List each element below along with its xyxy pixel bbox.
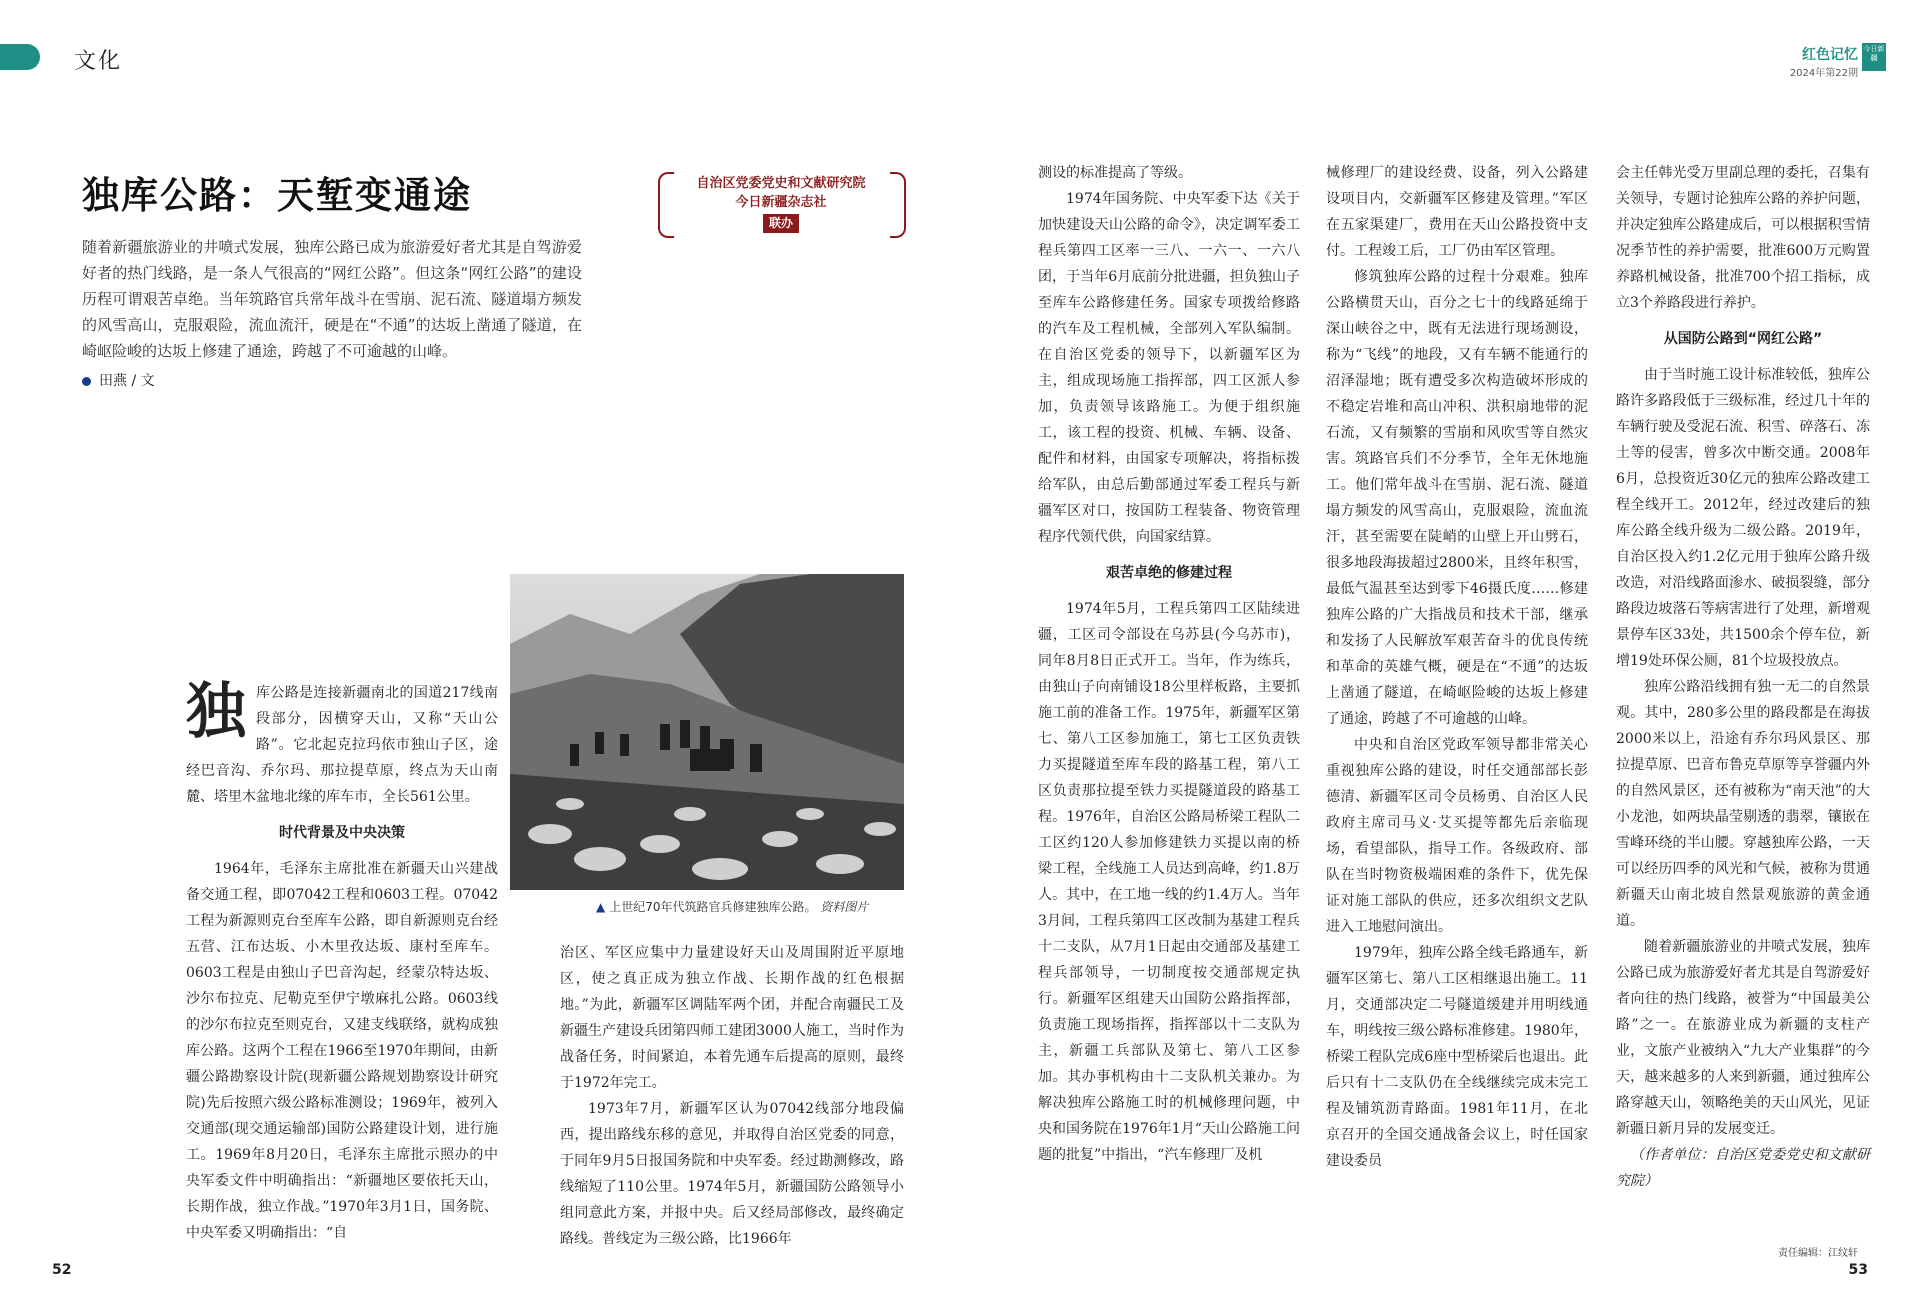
col5-paragraph-3: 独库公路沿线拥有独一无二的自然景观。其中，280多公里的路段都是在海拔2000米以上，沿途有乔尔玛风景区、那拉提草原、巴音布鲁克草原等享誉疆内外的自然风景区，还有被称为“南天池”的大小龙池，如两块晶莹剔透的翡翠，镶嵌在雪峰环绕的半山腰。穿越独库公路，一天可以经历四季的风光和气候，被称为贯通新疆天山南北坡自然景观旅游的黄金通道。	[1616, 679, 1870, 929]
col4-paragraph-1: 械修理厂的建设经费、设备，列入公路建设项目内，交新疆军区修建及管理。”军区在五家渠建厂，费用在天山公路投资中支付。工程竣工后，工厂仍由军区管理。	[1326, 165, 1588, 259]
brand-block	[1790, 44, 1858, 79]
col1-paragraph-2: 1964年，毛泽东主席批准在新疆天山兴建战备交通工程，即07042工程和0603工程。07042工程为新源则克台至库车公路，即自新源则克台经五营、江布达坂、小木里孜达坂、康村至库车。0603工程是由独山子巴音沟起，经蒙尕特达坂、沙尔布拉克、尼勒克至伊宁墩麻扎公路。0603线的沙尔布拉克至则克台，又建支线联络，就构成独库公路。这两个工程在1966至1970年期间，由新疆公路勘察设计院(现新疆公路规划勘察设计研究院)先后按照六级公路标准测设；1969年，被列入交通部(现交通运输部)国防公路建设计划，进行施工。1969年8月20日，毛泽东主席批示照办的中央军委文件中明确指出：“新疆地区要依托天山，长期作战，独立作战。”1970年3月1日，国务院、中央军委又明确指出：“自	[186, 861, 498, 1241]
article-title: 独库公路：天堑变通途	[82, 174, 472, 217]
col2-paragraph-2: 1973年7月，新疆军区认为07042线部分地段偏西，提出路线东移的意见，并取得自治区党委的同意，于同年9月5日报国务院和中央军委。经过勘测修改，路线缩短了110公里。1974年5月，新疆国防公路领导小组同意此方案，并报中央。后又经局部修改，最终确定路线。普线定为三级公路，比1966年	[560, 1101, 904, 1247]
issue-label: 2024年第22期	[1789, 68, 1858, 79]
page-number-left: 52	[52, 1262, 72, 1278]
col1-paragraph-1	[186, 677, 498, 810]
photo-illustration	[510, 574, 904, 890]
photo-credit: 资料图片	[820, 900, 869, 914]
caption-triangle-icon: ▲	[596, 900, 606, 914]
author-affiliation: （作者单位：自治区党委党史和文献研究院）	[1616, 1147, 1870, 1189]
subheading-2: 艰苦卓绝的修建过程	[1106, 565, 1232, 581]
byline-dot-icon	[82, 377, 91, 386]
col3-paragraph-2: 1974年国务院、中央军委下达《关于加快建设天山公路的命令》，决定调军委工程兵第四工区率一三八、一六一、一六八团，于当年6月底前分批进疆，担负独山子至库车公路修建任务。国家专项拨给修路的汽车及工程机械，全部列入军队编制。在自治区党委的领导下，以新疆军区为主，组成现场施工指挥部，四工区派人参加，负责领导该路施工。为便于组织施工，该工程的投资、机械、车辆、设备、配件和材料，由国家专项解决，将指标拨给军队，由总后勤部通过军委工程兵与新疆军区对口，按国防工程装备、物资管理程序代领代供，向国家结算。	[1038, 191, 1300, 545]
section-label: 文化	[74, 49, 123, 74]
org-box	[672, 174, 890, 233]
col3-paragraph-1: 测设的标准提高了等级。	[1038, 165, 1192, 181]
caption-text: 上世纪70年代筑路官兵修建独库公路。	[609, 900, 817, 914]
magazine-logo-text: 今日新疆	[1863, 45, 1885, 62]
article-lead: 随着新疆旅游业的井喷式发展，独库公路已成为旅游爱好者尤其是自驾游爱好者的热门线路，是一条人气很高的“网红公路”。但这条“网红公路”的建设历程可谓艰苦卓绝。当年筑路官兵常年战斗在雪崩、泥石流、隧道塌方频发的风雪高山，克服艰险，流血流汗，硬是在“不通”的达坂上凿通了隧道，在崎岖险峻的达坂上修建了通途，跨越了不可逾越的山峰。	[82, 238, 582, 360]
article-photo	[510, 574, 904, 890]
subheading-3: 从国防公路到“网红公路”	[1663, 331, 1823, 347]
column-4	[1326, 160, 1588, 1174]
org-bracket-right	[890, 172, 906, 238]
col1-paragraph-1-text: 库公路是连接新疆南北的国道217线南段部分，因横穿天山，又称“天山公路”。它北起克拉玛依市独山子区，途经巴音沟、乔尔玛、那拉提草原，终点为天山南麓、塔里木盆地北缘的库车市，全长561公里。	[186, 685, 498, 805]
col3-paragraph-3: 1974年5月，工程兵第四工区陆续进疆，工区司令部设在乌苏县(今乌苏市)，同年8月8日正式开工。当年，作为练兵，由独山子向南铺设18公里样板路，主要抓施工前的准备工作。1975年，新疆军区第七、第八工区参加施工，第七工区负责铁力买提隧道至库车段的路基工程，第八工区负责那拉提至铁力买提隧道段的路基工程。1976年，自治区公路局桥梁工程队二工区约120人参加修建铁力买提以南的桥梁工程，全线施工人员达到高峰，约1.8万人。其中，在工地一线的约1.4万人。当年3月间，工程兵第四工区改制为基建工程兵十二支队，从7月1日起由交通部及基建工程兵部领导，一切制度按交通部规定执行。新疆军区组建天山国防公路指挥部，负责施工现场指挥，指挥部以十二支队为主，新疆工兵部队及第七、第八工区参加。其办事机构由十二支队机关兼办。为解决独库公路施工时的机械修理问题，中央和国务院在1976年1月“天山公路施工问题的批复”中指出，“汽车修理厂及机	[1038, 601, 1300, 1163]
org-line-1: 自治区党委党史和文献研究院	[696, 176, 866, 191]
org-line-2: 今日新疆杂志社	[735, 195, 827, 210]
byline-text: 田燕 / 文	[99, 373, 155, 389]
section-tab-marker	[0, 44, 40, 70]
org-tag: 联办	[763, 214, 799, 233]
col5-paragraph-2: 由于当时施工设计标准较低，独库公路许多路段低于三级标准，经过几十年的车辆行驶及受泥石流、积雪、碎落石、冻土等的侵害，曾多次中断交通。2008年6月，总投资近30亿元的独库公路改建工程全线开工。2012年，经过改建后的独库公路全线升级为二级公路。2019年，自治区投入约1.2亿元用于独库公路升级改造，对沿线路面渗水、破损裂缝，部分路段边坡落石等病害进行了处理，新增观景停车区33处，共1500余个停车位，新增19处环保公厕，81个垃圾投放点。	[1616, 367, 1870, 669]
photo-caption	[596, 898, 868, 915]
magazine-logo	[1862, 43, 1886, 71]
col5-paragraph-4: 随着新疆旅游业的井喷式发展，独库公路已成为旅游爱好者尤其是自驾游爱好者向往的热门线路，被誉为“中国最美公路”之一。在旅游业成为新疆的支柱产业，文旅产业被纳入“九大产业集群”的今天，越来越多的人来到新疆，通过独库公路穿越天山，领略绝美的天山风光，见证新疆日新月异的发展变迁。	[1616, 939, 1870, 1137]
col5-paragraph-1: 会主任韩光受万里副总理的委托，召集有关领导，专题讨论独库公路的养护问题，并决定独库公路建成后，可以根据积雪情况季节性的养护需要，批准600万元购置养路机械设备，批准700个招工指标，成立3个养路段进行养护。	[1616, 165, 1870, 311]
brand-title: 红色记忆	[1802, 47, 1858, 63]
col4-paragraph-3: 中央和自治区党政军领导都非常关心重视独库公路的建设，时任交通部部长彭德清、新疆军区司令员杨勇、自治区人民政府主席司马义·艾买提等都先后亲临现场，看望部队，指导工作。各级政府、部队在当时物资极端困难的条件下，优先保证对施工部队的供应，还多次组织文艺队进入工地慰问演出。	[1326, 737, 1588, 935]
responsible-editor: 责任编辑：江纹轩	[1778, 1248, 1858, 1259]
col4-paragraph-2: 修筑独库公路的过程十分艰难。独库公路横贯天山，百分之七十的线路延绵于深山峡谷之中，既有无法进行现场测设，称为“飞线”的地段，又有车辆不能通行的沼泽湿地；既有遭受多次构造破坏形成的不稳定岩堆和高山冲积、洪积扇地带的泥石流，又有频繁的雪崩和风吹雪等自然灾害。筑路官兵们不分季节，全年无休地施工。他们常年战斗在雪崩、泥石流、隧道塌方频发的风雪高山，克服艰险，流血流汗，甚至需要在陡峭的山壁上开山劈石，很多地段海拔超过2800米，且终年积雪，最低气温甚至达到零下46摄氏度……修建独库公路的广大指战员和技术干部，继承和发扬了人民解放军艰苦奋斗的优良传统和革命的英雄气概，硬是在“不通”的达坂上凿通了隧道，在崎岖险峻的达坂上修建了通途，跨越了不可逾越的山峰。	[1326, 269, 1588, 727]
column-1	[186, 677, 498, 1246]
column-2	[560, 940, 904, 1252]
drop-cap: 独	[186, 677, 246, 747]
byline	[82, 370, 155, 390]
column-3	[1038, 160, 1300, 1168]
subheading-1: 时代背景及中央决策	[279, 825, 405, 841]
column-5	[1616, 160, 1870, 1194]
col2-paragraph-1: 治区、军区应集中力量建设好天山及周围附近平原地区，使之真正成为独立作战、长期作战的红色根据地。”为此，新疆军区调陆军两个团，并配合南疆民工及新疆生产建设兵团第四师工建团3000人施工，当时作为战备任务，时间紧迫，本着先通车后提高的原则，最终于1972年完工。	[560, 945, 904, 1091]
col4-paragraph-4: 1979年，独库公路全线毛路通车，新疆军区第七、第八工区相继退出施工。11月，交通部决定二号隧道缓建并用明线通车，明线按三级公路标准修建。1980年，桥梁工程队完成6座中型桥梁后也退出。此后只有十二支队仍在全线继续完成未完工程及铺筑沥青路面。1981年11月，在北京召开的全国交通战备会议上，时任国家建设委员	[1326, 945, 1588, 1169]
page-number-right: 53	[1848, 1262, 1868, 1278]
